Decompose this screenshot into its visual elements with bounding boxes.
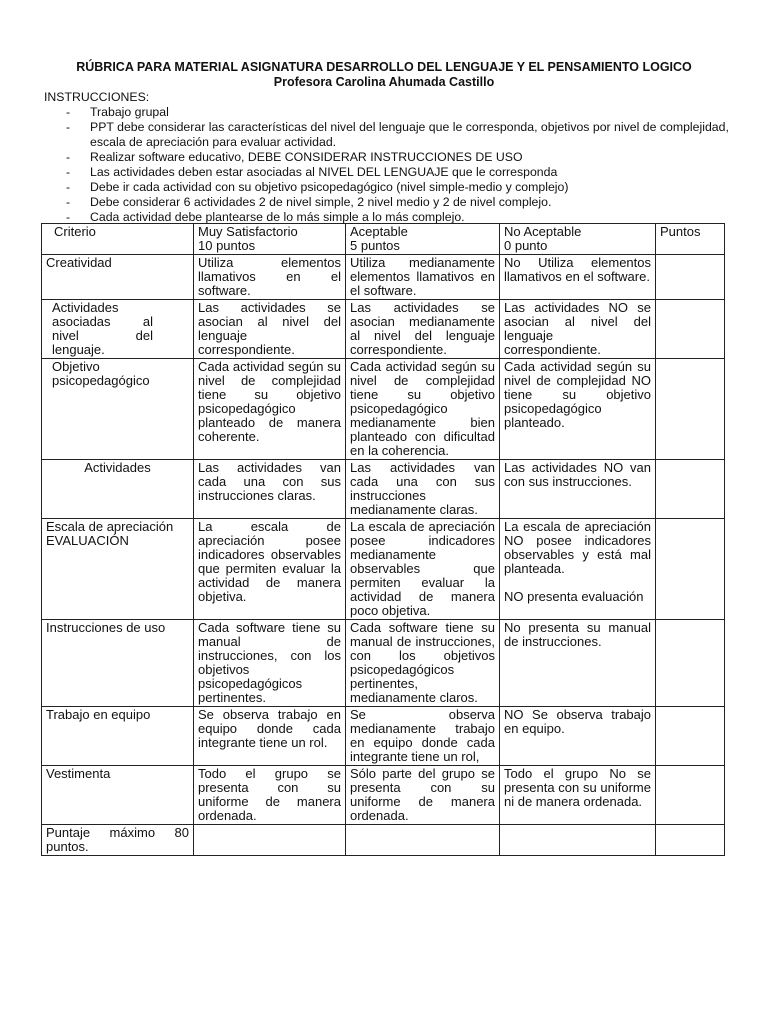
header-criterio: Criterio bbox=[42, 224, 194, 255]
row-criterion: Trabajo en equipo bbox=[42, 707, 194, 766]
table-row bbox=[42, 766, 725, 825]
row-criterion: Escala de apreciación EVALUACIÓN bbox=[42, 519, 194, 620]
header-aceptable: Aceptable 5 puntos bbox=[346, 224, 500, 255]
row-criterion: Actividades bbox=[42, 460, 194, 519]
instruction-item: - Las actividades deben estar asociadas al NIVEL DEL LENGUAJE que le corresponda bbox=[44, 165, 734, 180]
empty-cell bbox=[500, 825, 656, 856]
row-criterion: Actividades asociadas al nivel del lenguaje. bbox=[42, 300, 194, 359]
cell-puntos bbox=[656, 766, 725, 825]
header-muy-satisfactorio: Muy Satisfactorio 10 puntos bbox=[194, 224, 346, 255]
cell-no-aceptable: Las actividades NO van con sus instrucciones. bbox=[500, 460, 656, 519]
header-no-aceptable: No Aceptable 0 punto bbox=[500, 224, 656, 255]
cell-muy-satisfactorio: Se observa trabajo en equipo donde cada integrante tiene un rol. bbox=[194, 707, 346, 766]
total-label: Puntaje máximo 80 puntos. bbox=[42, 825, 194, 856]
cell-no-aceptable: No Utiliza elementos llamativos en el software. bbox=[500, 255, 656, 300]
table-row bbox=[42, 300, 725, 359]
empty-cell bbox=[194, 825, 346, 856]
cell-aceptable: Se observa medianamente trabajo en equipo donde cada integrante tiene un rol, bbox=[346, 707, 500, 766]
cell-muy-satisfactorio: Cada actividad según su nivel de complejidad tiene su objetivo psicopedagógico planteado de manera coherente. bbox=[194, 359, 346, 460]
document-title: RÚBRICA PARA MATERIAL ASIGNATURA DESARROLLO DEL LENGUAJE Y EL PENSAMIENTO LOGICO bbox=[76, 60, 692, 74]
cell-muy-satisfactorio: Utiliza elementos llamativos en el software. bbox=[194, 255, 346, 300]
cell-puntos bbox=[656, 519, 725, 620]
row-criterion: Objetivo psicopedagógico bbox=[42, 359, 194, 460]
cell-puntos bbox=[656, 359, 725, 460]
table-row bbox=[42, 255, 725, 300]
cell-no-aceptable: Todo el grupo No se presenta con su uniforme ni de manera ordenada. bbox=[500, 766, 656, 825]
cell-puntos bbox=[656, 300, 725, 359]
cell-aceptable: Sólo parte del grupo se presenta con su uniforme de manera ordenada. bbox=[346, 766, 500, 825]
cell-muy-satisfactorio: La escala de apreciación posee indicadores observables que permiten evaluar la actividad de manera objetiva. bbox=[194, 519, 346, 620]
instruction-item: - PPT debe considerar las características del nivel del lenguaje que le corresponda, objetivos por nivel de complejidad, escala de apreciación para evaluar actividad. bbox=[44, 120, 734, 150]
row-criterion: Instrucciones de uso bbox=[42, 620, 194, 707]
instruction-item: - Cada actividad debe plantearse de lo más simple a lo más complejo. bbox=[44, 210, 734, 225]
cell-no-aceptable: No presenta su manual de instrucciones. bbox=[500, 620, 656, 707]
document-subtitle: Profesora Carolina Ahumada Castillo bbox=[273, 75, 495, 89]
instruction-item: - Trabajo grupal bbox=[44, 105, 734, 120]
instructions-heading: INSTRUCCIONES: bbox=[44, 90, 150, 104]
instruction-item: - Debe considerar 6 actividades 2 de nivel simple, 2 nivel medio y 2 de nivel complejo. bbox=[44, 195, 734, 210]
cell-muy-satisfactorio: Las actividades van cada una con sus instrucciones claras. bbox=[194, 460, 346, 519]
table-row bbox=[42, 707, 725, 766]
table-header-row bbox=[42, 224, 725, 255]
cell-aceptable: Las actividades se asocian medianamente al nivel del lenguaje correspondiente. bbox=[346, 300, 500, 359]
cell-aceptable: Cada actividad según su nivel de complejidad tiene su objetivo psicopedagógico medianamente bien planteado con dificultad en la coherencia. bbox=[346, 359, 500, 460]
cell-aceptable: Utiliza medianamente elementos llamativos en el software. bbox=[346, 255, 500, 300]
row-criterion: Creatividad bbox=[42, 255, 194, 300]
instructions-block bbox=[44, 90, 734, 225]
cell-no-aceptable: NO Se observa trabajo en equipo. bbox=[500, 707, 656, 766]
rubric-table bbox=[41, 223, 725, 856]
cell-puntos bbox=[656, 460, 725, 519]
table-row bbox=[42, 460, 725, 519]
cell-aceptable: Las actividades van cada una con sus instrucciones medianamente claras. bbox=[346, 460, 500, 519]
cell-aceptable: La escala de apreciación posee indicadores medianamente observables que permiten evaluar la actividad de manera poco objetiva. bbox=[346, 519, 500, 620]
cell-puntos bbox=[656, 620, 725, 707]
cell-no-aceptable: La escala de apreciación NO posee indicadores observables y está mal planteada. NO presenta evaluación bbox=[500, 519, 656, 620]
table-row bbox=[42, 519, 725, 620]
instructions-list bbox=[44, 105, 734, 225]
cell-aceptable: Cada software tiene su manual de instrucciones, con los objetivos psicopedagógicos pertinentes, medianamente claros. bbox=[346, 620, 500, 707]
cell-no-aceptable: Las actividades NO se asocian al nivel del lenguaje correspondiente. bbox=[500, 300, 656, 359]
cell-muy-satisfactorio: Cada software tiene su manual de instrucciones, con los objetivos psicopedagógicos pertinentes. bbox=[194, 620, 346, 707]
cell-muy-satisfactorio: Todo el grupo se presenta con su uniforme de manera ordenada. bbox=[194, 766, 346, 825]
table-row bbox=[42, 359, 725, 460]
instruction-item: - Debe ir cada actividad con su objetivo psicopedagógico (nivel simple-medio y complejo) bbox=[44, 180, 734, 195]
row-criterion: Vestimenta bbox=[42, 766, 194, 825]
total-row bbox=[42, 825, 725, 856]
cell-puntos bbox=[656, 707, 725, 766]
cell-muy-satisfactorio: Las actividades se asocian al nivel del lenguaje correspondiente. bbox=[194, 300, 346, 359]
empty-cell bbox=[346, 825, 500, 856]
instruction-item: - Realizar software educativo, DEBE CONSIDERAR INSTRUCCIONES DE USO bbox=[44, 150, 734, 165]
header-puntos: Puntos bbox=[656, 224, 725, 255]
total-puntos-cell bbox=[656, 825, 725, 856]
table-row bbox=[42, 620, 725, 707]
cell-puntos bbox=[656, 255, 725, 300]
cell-no-aceptable: Cada actividad según su nivel de complejidad NO tiene su objetivo psicopedagógico planteado. bbox=[500, 359, 656, 460]
